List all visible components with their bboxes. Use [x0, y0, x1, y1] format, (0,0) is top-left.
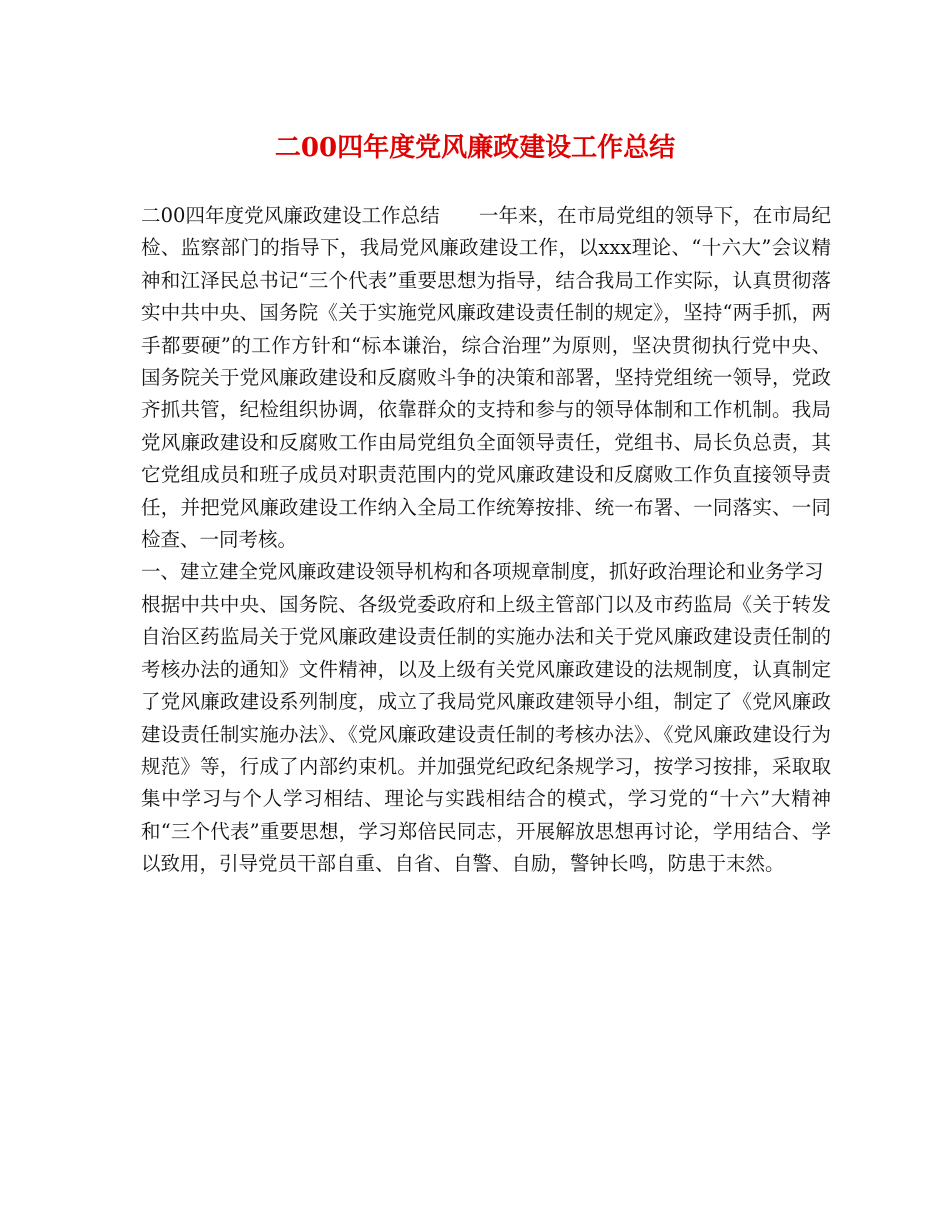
section-paragraph-1: 根据中共中央、国务院、各级党委政府和上级主管部门以及市药监局《关于转发自治区药监局关于党风廉政建设责任制的实施办法和关于党风廉政建设责任制的考核办法的通知》文件精神，以及上级有关党风廉政建设的法规制度，认真制定了党风廉政建设系列制度，成立了我局党风廉政建领导小组，制定了《党风廉政建设责任制实施办法》、《党风廉政建设责任制的考核办法》、《党风廉政建设行为规范》等，行成了内部约束机。并加强党纪政纪条规学习，按学习按排，采取取集中学习与个人学习相结、理论与实践相结合的模式，学习党的“十六”大精神和“三个代表”重要思想，学习郑倍民同志，开展解放思想再讨论，学用结合、学以致用，引导党员干部自重、自省、自警、自励，警钟长鸣，防患于末然。 [141, 592, 831, 876]
section-heading-1: 一、建立建全党风廉政建设领导机构和各项规章制度，抓好政治理论和业务学习 [141, 560, 824, 584]
document-body [141, 200, 831, 881]
document-title: 二00四年度党风廉政建设工作总结 [274, 133, 676, 163]
intro-paragraph: 二00四年度党风廉政建设工作总结 一年来，在市局党组的领导下，在市局纪检、监察部门的指导下，我局党风廉政建设工作，以xxx理论、“十六大”会议精神和江泽民总书记“三个代表”重要思想为指导，结合我局工作实际，认真贯彻落实中共中央、国务院《关于实施党风廉政建设责任制的规定》，坚持“两手抓，两手都要硬”的工作方针和“标本谦治，综合治理”为原则，坚决贯彻执行党中央、国务院关于党风廉政建设和反腐败斗争的决策和部署，坚持党组统一领导，党政齐抓共管，纪检组织协调，依靠群众的支持和参与的领导体制和工作机制。我局党风廉政建设和反腐败工作由局党组负全面领导责任，党组书、局长负总责，其它党组成员和班子成员对职责范围内的党风廉政建设和反腐败工作负直接领导责任，并把党风廉政建设工作纳入全局工作统筹按排、统一布署、一同落实、一同检查、一同考核。 [141, 204, 831, 552]
